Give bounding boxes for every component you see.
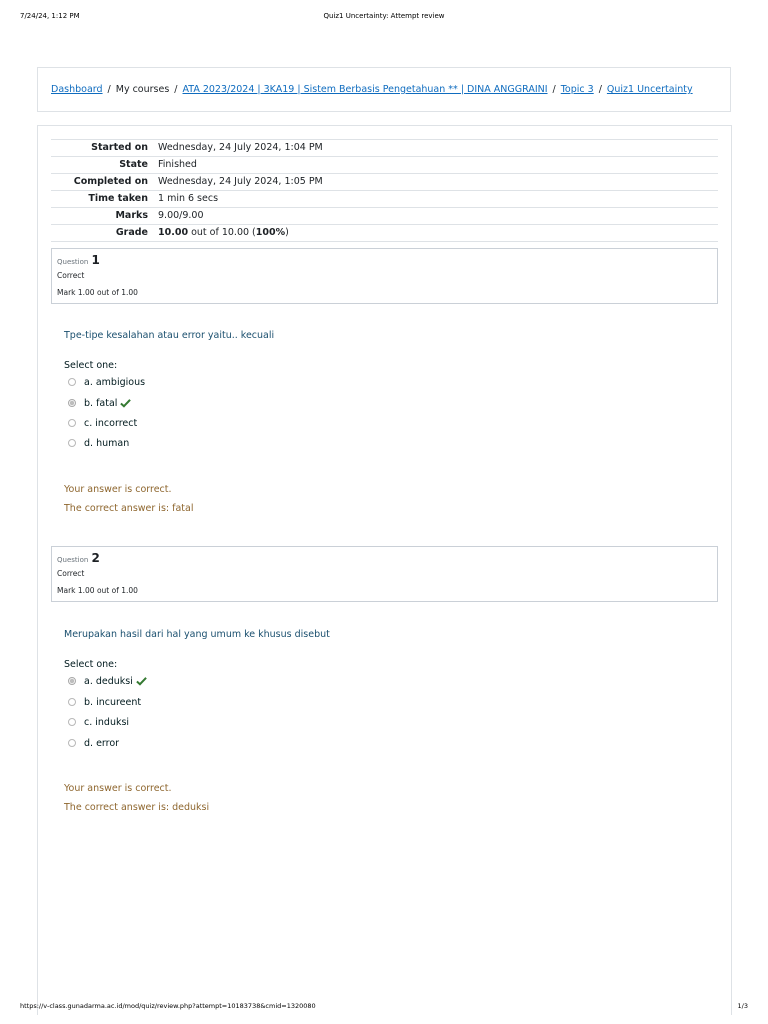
breadcrumb-separator: /: [552, 84, 556, 95]
answer-option[interactable]: [68, 695, 141, 709]
radio-button[interactable]: [68, 718, 76, 726]
grade-percent: 100%: [255, 227, 286, 238]
select-one-label: Select one:: [64, 360, 118, 371]
answer-feedback-1: Your answer is correct.: [64, 484, 172, 495]
completed-on-label: Completed on: [73, 176, 148, 187]
print-url: https://v-class.gunadarma.ac.id/mod/quiz/review.php?attempt=10183738&cmid=1320080: [20, 1002, 316, 1010]
answer-option-selected[interactable]: [68, 674, 147, 688]
radio-button-checked[interactable]: [68, 399, 76, 407]
grade-close: ): [285, 227, 289, 238]
radio-button[interactable]: [68, 378, 76, 386]
radio-button[interactable]: [68, 419, 76, 427]
breadcrumb-quiz-link[interactable]: Quiz1 Uncertainty: [606, 84, 693, 95]
answer-option[interactable]: [68, 375, 145, 389]
radio-button[interactable]: [68, 698, 76, 706]
state-label: State: [119, 159, 148, 170]
summary-row-completed: [51, 174, 718, 191]
breadcrumb-course-link[interactable]: ATA 2023/2024 | 3KA19 | Sistem Berbasis Pengetahuan ** | DINA ANGGRAINI: [182, 84, 548, 95]
breadcrumb-separator: /: [598, 84, 602, 95]
question-state: Correct: [57, 271, 85, 280]
check-icon: [120, 398, 131, 408]
attempt-summary-table: [51, 139, 718, 242]
question-info-2: [51, 546, 718, 602]
grade-value: [158, 225, 718, 242]
correct-answer-2: The correct answer is: deduksi: [64, 802, 210, 813]
answer-option[interactable]: [68, 416, 137, 430]
answer-option[interactable]: [68, 715, 129, 729]
breadcrumb-topic-link[interactable]: Topic 3: [560, 84, 594, 95]
answer-label: a. ambigious: [84, 376, 146, 388]
time-taken-label: Time taken: [88, 193, 148, 204]
time-taken-value: 1 min 6 secs: [158, 193, 219, 204]
answer-label: b. fatal: [84, 397, 118, 409]
answer-option[interactable]: [68, 736, 119, 750]
state-value: Finished: [158, 159, 197, 170]
print-date: 7/24/24, 1:12 PM: [20, 12, 80, 20]
marks-value: 9.00/9.00: [158, 210, 204, 221]
print-header: [20, 12, 748, 24]
grade-label: Grade: [115, 227, 148, 238]
answer-label: d. human: [84, 437, 130, 449]
answer-label: a. deduksi: [84, 675, 133, 687]
grade-score: 10.00: [158, 227, 189, 238]
answer-option-selected[interactable]: [68, 396, 131, 410]
breadcrumb-my-courses: My courses: [115, 84, 170, 95]
summary-row-marks: [51, 208, 718, 225]
grade-out-of: out of 10.00 (: [188, 227, 256, 238]
correct-answer-1: The correct answer is: fatal: [64, 503, 194, 514]
started-on-label: Started on: [91, 142, 148, 153]
breadcrumb-separator: /: [107, 84, 111, 95]
question-grade: Mark 1.00 out of 1.00: [57, 288, 138, 297]
marks-label: Marks: [115, 210, 148, 221]
started-on-value: Wednesday, 24 July 2024, 1:04 PM: [158, 142, 323, 153]
radio-button[interactable]: [68, 439, 76, 447]
breadcrumb-separator: /: [174, 84, 178, 95]
select-one-label: Select one:: [64, 659, 118, 670]
answer-label: c. incorrect: [84, 417, 138, 429]
radio-button[interactable]: [68, 739, 76, 747]
answer-feedback-2: Your answer is correct.: [64, 783, 172, 794]
breadcrumb-container: [37, 67, 731, 112]
question-number: [57, 551, 100, 565]
summary-row-grade: [51, 225, 718, 242]
question-grade: Mark 1.00 out of 1.00: [57, 586, 138, 595]
check-icon: [136, 676, 147, 686]
answer-label: d. error: [84, 737, 120, 749]
print-title: Quiz1 Uncertainty: Attempt review: [323, 12, 445, 20]
question-label: Question: [57, 556, 89, 564]
answer-option[interactable]: [68, 436, 129, 450]
question-number: [57, 253, 100, 267]
completed-on-value: Wednesday, 24 July 2024, 1:05 PM: [158, 176, 323, 187]
question-text-1: Tpe-tipe kesalahan atau error yaitu.. kecuali: [64, 330, 275, 341]
question-info-1: [51, 248, 718, 304]
breadcrumb: [51, 84, 693, 95]
summary-row-state: [51, 157, 718, 174]
answer-label: c. induksi: [84, 716, 130, 728]
breadcrumb-dashboard-link[interactable]: Dashboard: [51, 84, 103, 95]
summary-row-started: [51, 140, 718, 157]
radio-button-checked[interactable]: [68, 677, 76, 685]
question-text-2: Merupakan hasil dari hal yang umum ke khusus disebut: [64, 629, 330, 640]
print-page-number: 1/3: [737, 1002, 748, 1010]
question-number-value: 2: [91, 551, 100, 565]
question-number-value: 1: [91, 253, 100, 267]
question-label: Question: [57, 258, 89, 266]
print-footer: [20, 1002, 748, 1014]
summary-row-time: [51, 191, 718, 208]
answer-label: b. incureent: [84, 696, 142, 708]
question-state: Correct: [57, 569, 85, 578]
